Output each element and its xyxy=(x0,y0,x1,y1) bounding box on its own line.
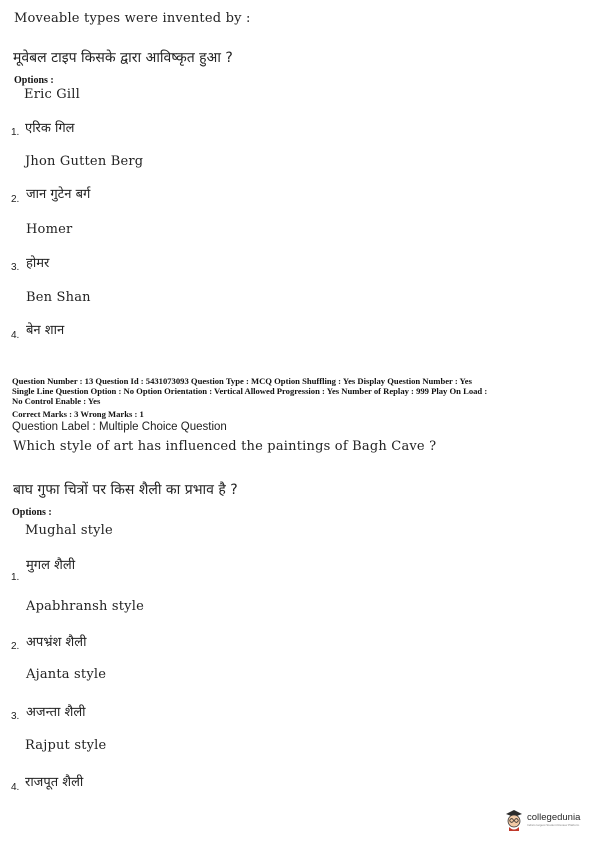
option-2-text-hi: जान गुटेन बर्ग xyxy=(26,187,91,202)
option-4-text-hi: राजपूत शैली xyxy=(25,775,84,790)
collegedunia-watermark xyxy=(504,808,592,832)
option-2-text-en: Apabhransh style xyxy=(26,599,144,614)
question-meta-line-2: Single Line Question Option : No Option Orientation : Vertical Allowed Progression : Yes Number of Replay : 999 Play On Load : xyxy=(12,386,488,396)
question-label: Question Label : Multiple Choice Question xyxy=(12,421,227,433)
option-3-number: 3. xyxy=(11,711,20,722)
option-4-text-en: Ben Shan xyxy=(26,290,91,305)
option-2-number: 2. xyxy=(11,194,20,205)
question-13-text-en: Which style of art has influenced the paintings of Bagh Cave ? xyxy=(13,439,437,454)
question-13-text-hi: बाघ गुफा चित्रों पर किस शैली का प्रभाव है ? xyxy=(13,482,238,498)
question-12-text-en: Moveable types were invented by : xyxy=(14,11,251,26)
option-3-text-hi: अजन्ता शैली xyxy=(26,705,86,720)
brand-name: collegedunia xyxy=(527,812,581,823)
option-1-number: 1. xyxy=(11,572,20,583)
option-2-text-hi: अपभ्रंश शैली xyxy=(26,635,87,650)
question-meta-line-1: Question Number : 13 Question Id : 5431073093 Question Type : MCQ Option Shuffling : Yes Display Question Number : Yes xyxy=(12,376,472,386)
options-label: Options : xyxy=(14,75,54,86)
option-1-text-hi: एरिक गिल xyxy=(25,121,75,136)
options-label: Options : xyxy=(12,507,52,518)
option-3-text-en: Homer xyxy=(26,222,73,237)
question-marks: Correct Marks : 3 Wrong Marks : 1 xyxy=(12,409,144,419)
option-3-text-hi: होमर xyxy=(26,256,50,271)
option-4-text-en: Rajput style xyxy=(25,738,107,753)
option-1-text-hi: मुगल शैली xyxy=(26,558,76,573)
question-meta-line-3: No Control Enable : Yes xyxy=(12,396,101,406)
option-4-number: 4. xyxy=(11,330,20,341)
option-3-text-en: Ajanta style xyxy=(26,667,107,682)
option-3-number: 3. xyxy=(11,262,20,273)
student-mascot-icon xyxy=(504,809,524,831)
option-4-text-hi: बेन शान xyxy=(26,323,65,338)
option-2-number: 2. xyxy=(11,641,20,652)
brand-tagline: India's largest Student Review Platform xyxy=(527,823,580,827)
option-1-text-en: Eric Gill xyxy=(24,87,80,102)
option-4-number: 4. xyxy=(11,782,20,793)
question-12-text-hi: मूवेबल टाइप किसके द्वारा आविष्कृत हुआ ? xyxy=(13,50,233,66)
option-2-text-en: Jhon Gutten Berg xyxy=(25,154,144,169)
option-1-number: 1. xyxy=(11,127,20,138)
option-1-text-en: Mughal style xyxy=(25,523,113,538)
